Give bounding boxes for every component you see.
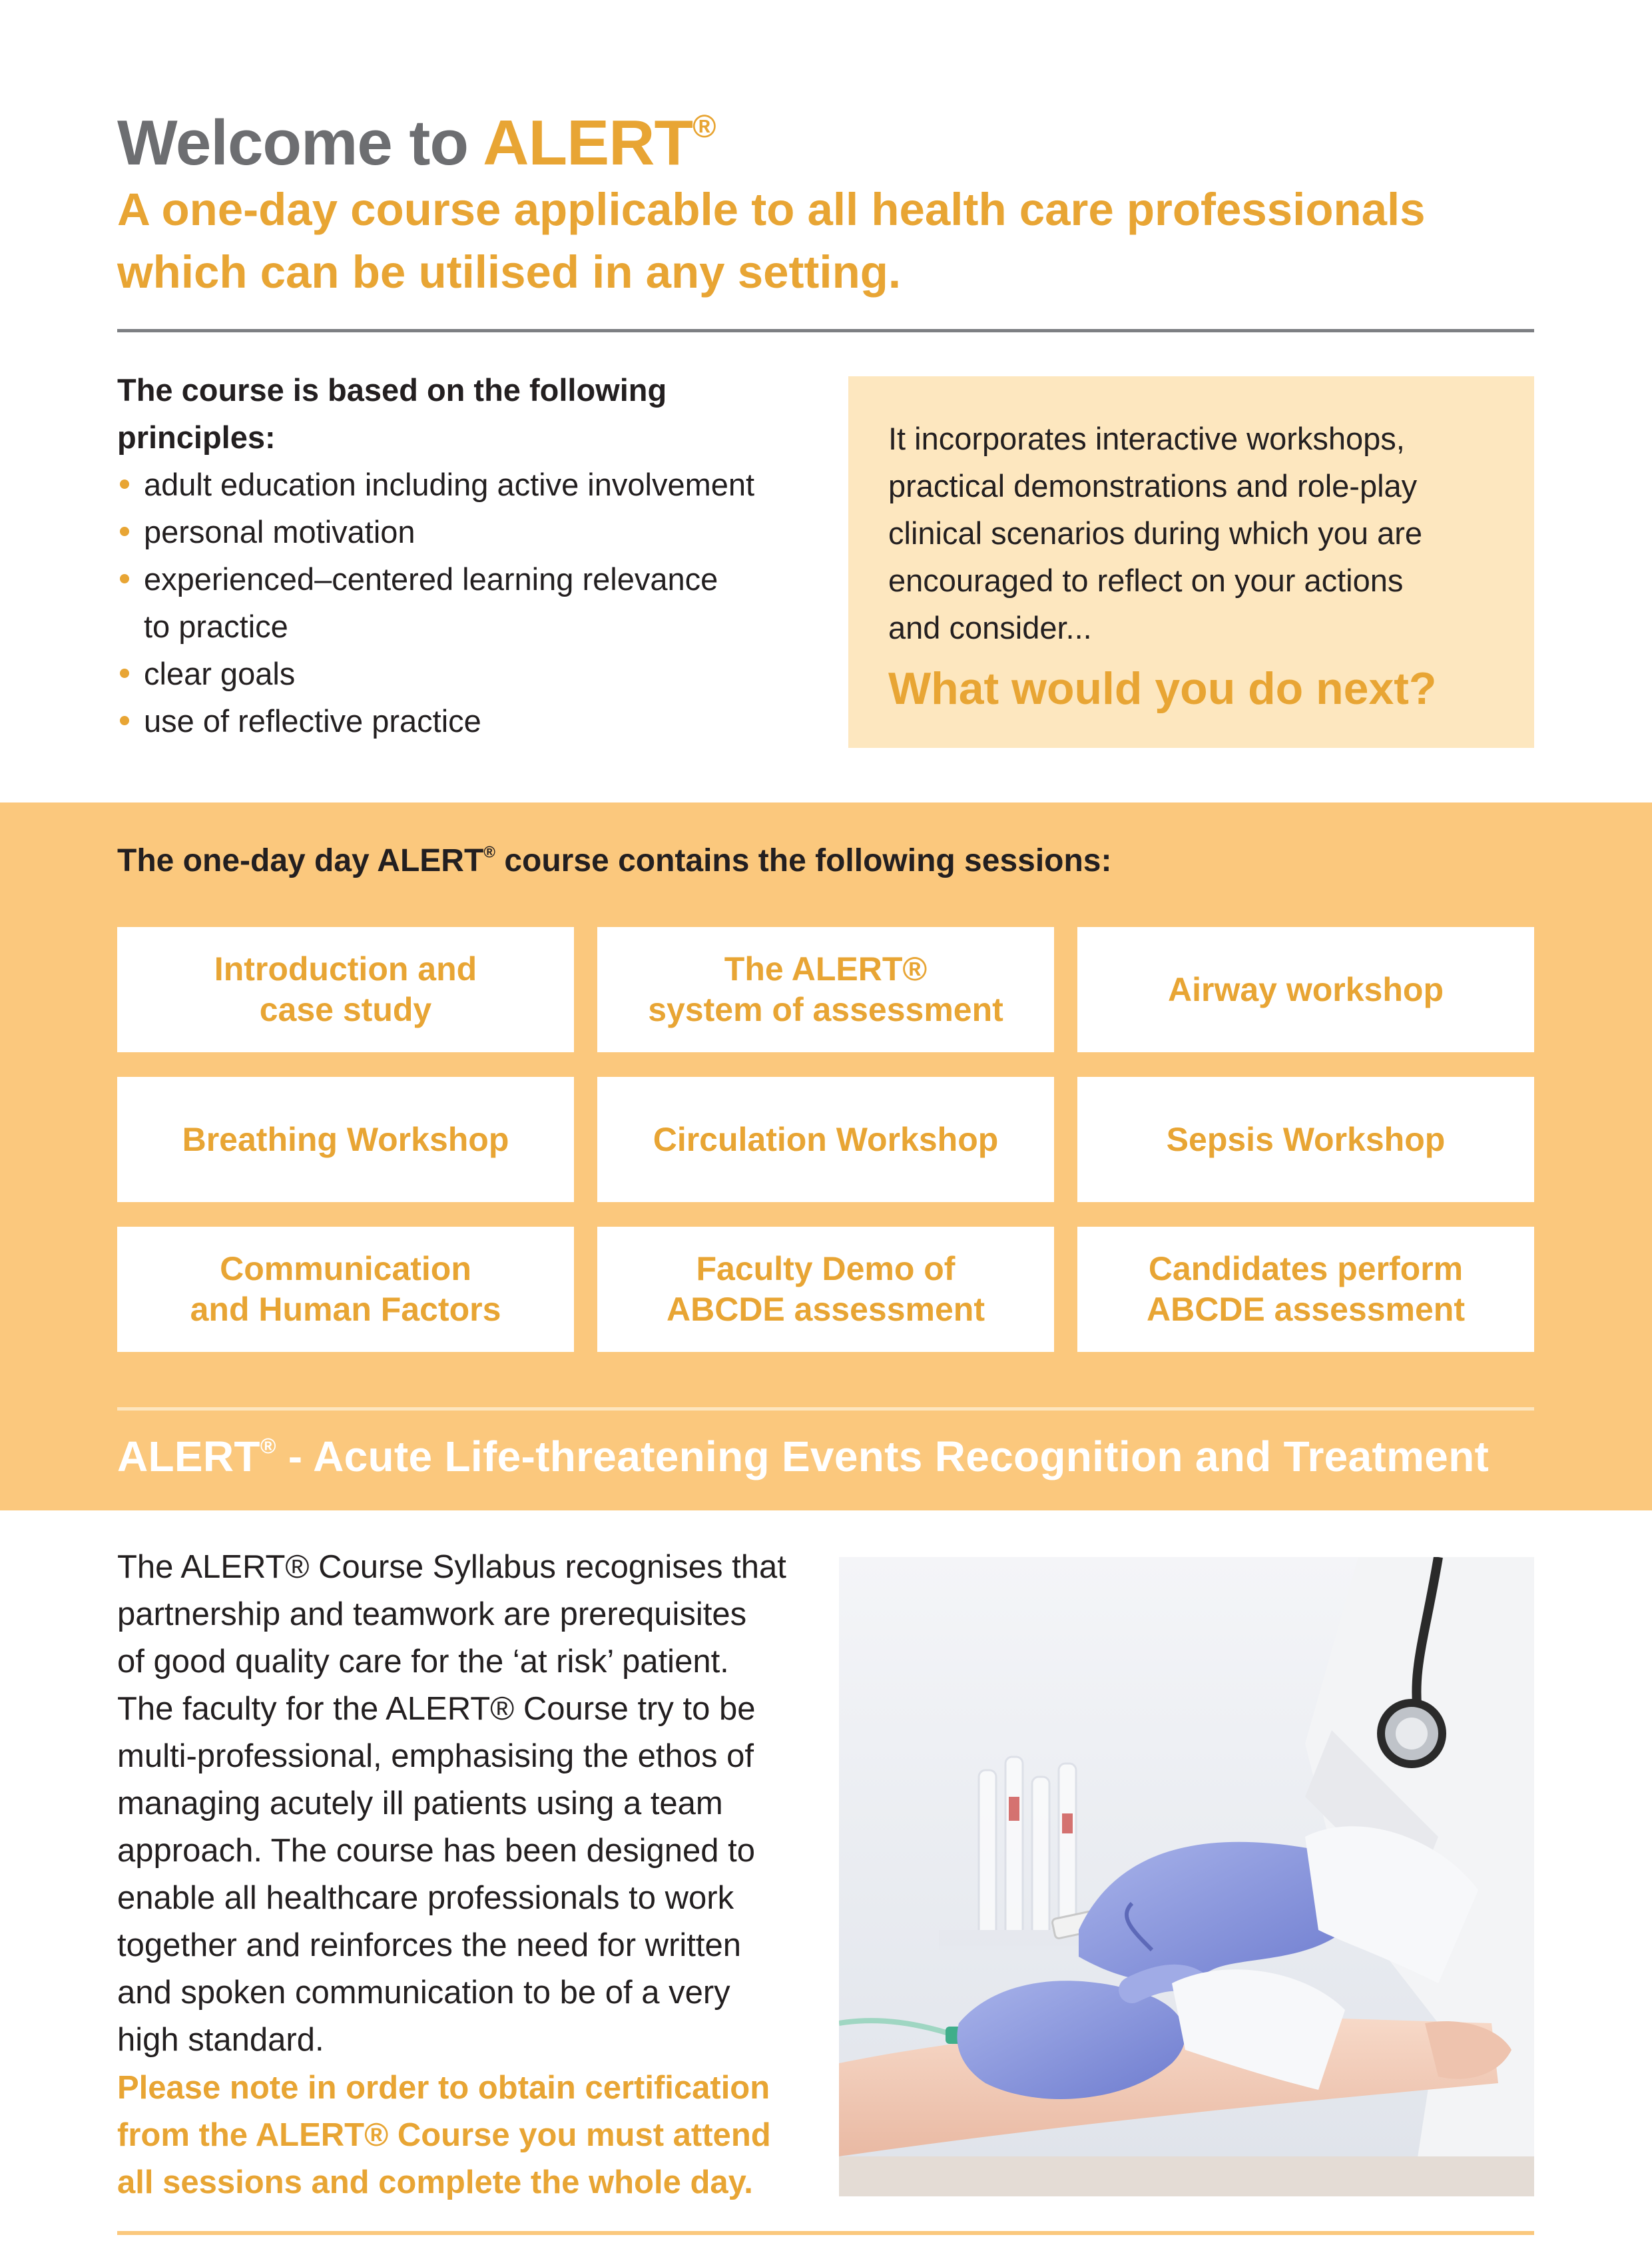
list-item-text: experienced–centered learning relevance bbox=[144, 561, 718, 597]
session-card-label: Circulation Workshop bbox=[653, 1120, 999, 1158]
registered-mark: ® bbox=[692, 109, 716, 145]
syllabus-line: multi-professional, emphasising the ethos of bbox=[117, 1738, 754, 1774]
list-item-text: adult education including active involvement bbox=[144, 467, 755, 502]
registered-mark: ® bbox=[260, 1433, 276, 1458]
note-line: all sessions and complete the whole day. bbox=[117, 2164, 753, 2200]
bullet-icon bbox=[120, 527, 129, 536]
acronym-text: - Acute Life-threatening Events Recognition and Treatment bbox=[276, 1433, 1490, 1480]
list-item-text: use of reflective practice bbox=[144, 703, 481, 739]
syllabus-line: and spoken communication to be of a very bbox=[117, 1975, 730, 2011]
session-card-label: Sepsis Workshop bbox=[1166, 1120, 1446, 1158]
session-card bbox=[597, 1227, 1054, 1352]
info-line: practical demonstrations and role-play bbox=[888, 468, 1418, 503]
band-divider bbox=[117, 1407, 1534, 1411]
list-item bbox=[117, 650, 816, 697]
session-card bbox=[117, 1077, 574, 1202]
bullet-icon bbox=[120, 669, 129, 678]
syllabus-line: high standard. bbox=[117, 2022, 324, 2058]
list-item bbox=[117, 555, 816, 650]
registered-mark: ® bbox=[483, 843, 495, 862]
bullet-icon bbox=[120, 574, 129, 583]
syllabus-line: managing acutely ill patients using a team bbox=[117, 1785, 723, 1821]
bullet-icon bbox=[120, 480, 129, 489]
list-item bbox=[117, 697, 816, 745]
note-line: from the ALERT® Course you must attend bbox=[117, 2117, 771, 2153]
info-question: What would you do next? bbox=[888, 663, 1437, 714]
list-item bbox=[117, 461, 816, 508]
session-card bbox=[1077, 927, 1534, 1052]
syllabus-line: approach. The course has been designed to bbox=[117, 1833, 756, 1869]
syllabus-paragraph bbox=[117, 1544, 810, 2064]
principles-section bbox=[117, 366, 816, 745]
sessions-heading bbox=[117, 842, 1111, 879]
sessions-heading-text: The one-day day ALERT bbox=[117, 843, 484, 878]
principles-list bbox=[117, 461, 816, 745]
session-card bbox=[597, 927, 1054, 1052]
page-title bbox=[117, 107, 715, 180]
principles-heading-line: The course is based on the following bbox=[117, 372, 667, 408]
blood-draw-illustration bbox=[839, 1557, 1534, 2196]
info-line: clinical scenarios during which you are bbox=[888, 515, 1423, 551]
info-line: and consider... bbox=[888, 610, 1092, 645]
title-brand: ALERT bbox=[483, 107, 693, 178]
bullet-icon bbox=[120, 716, 129, 725]
session-card bbox=[597, 1077, 1054, 1202]
syllabus-line: partnership and teamwork are prerequisites bbox=[117, 1596, 747, 1632]
list-item-text: personal motivation bbox=[144, 514, 415, 549]
session-card-label: Faculty Demo of ABCDE assessment bbox=[667, 1250, 985, 1328]
syllabus-line: The faculty for the ALERT® Course try to be bbox=[117, 1691, 756, 1727]
subtitle-line: which can be utilised in any setting. bbox=[117, 246, 902, 298]
syllabus-line: together and reinforces the need for written bbox=[117, 1927, 742, 1963]
acronym-banner bbox=[117, 1432, 1489, 1481]
clinical-photo bbox=[839, 1557, 1534, 2196]
note-line: Please note in order to obtain certification bbox=[117, 2070, 770, 2106]
title-prefix: Welcome to bbox=[117, 107, 483, 178]
session-card bbox=[1077, 1227, 1534, 1352]
page-subtitle bbox=[117, 178, 1549, 304]
footer-divider bbox=[117, 2231, 1534, 2235]
list-item-text: to practice bbox=[144, 609, 288, 644]
syllabus-line: enable all healthcare professionals to work bbox=[117, 1880, 734, 1916]
header-divider bbox=[117, 329, 1534, 332]
syllabus-line: of good quality care for the ‘at risk’ patient. bbox=[117, 1644, 729, 1680]
list-item bbox=[117, 508, 816, 555]
info-line: encouraged to reflect on your actions bbox=[888, 563, 1404, 598]
acronym-brand: ALERT bbox=[117, 1433, 260, 1480]
sessions-heading-text: course contains the following sessions: bbox=[495, 843, 1112, 878]
subtitle-line: A one-day course applicable to all health care professionals bbox=[117, 184, 1426, 235]
session-card-label: Airway workshop bbox=[1168, 970, 1444, 1008]
syllabus-line: The ALERT® Course Syllabus recognises that bbox=[117, 1549, 786, 1585]
session-card bbox=[117, 927, 574, 1052]
session-card-label: Candidates perform ABCDE assessment bbox=[1147, 1250, 1465, 1328]
info-line: It incorporates interactive workshops, bbox=[888, 421, 1405, 456]
principles-heading-line: principles: bbox=[117, 420, 276, 455]
session-card-label: Communication and Human Factors bbox=[190, 1250, 501, 1328]
principles-heading bbox=[117, 366, 816, 461]
session-card bbox=[1077, 1077, 1534, 1202]
session-card-label: Breathing Workshop bbox=[182, 1120, 509, 1158]
info-callout-text bbox=[888, 415, 1514, 651]
sessions-band bbox=[0, 802, 1652, 1510]
session-card bbox=[117, 1227, 574, 1352]
session-card-label: Introduction and case study bbox=[214, 950, 477, 1028]
list-item-text: clear goals bbox=[144, 656, 296, 691]
info-callout bbox=[848, 376, 1534, 748]
session-card-label: The ALERT® system of assessment bbox=[648, 950, 1003, 1028]
certification-note bbox=[117, 2065, 810, 2206]
